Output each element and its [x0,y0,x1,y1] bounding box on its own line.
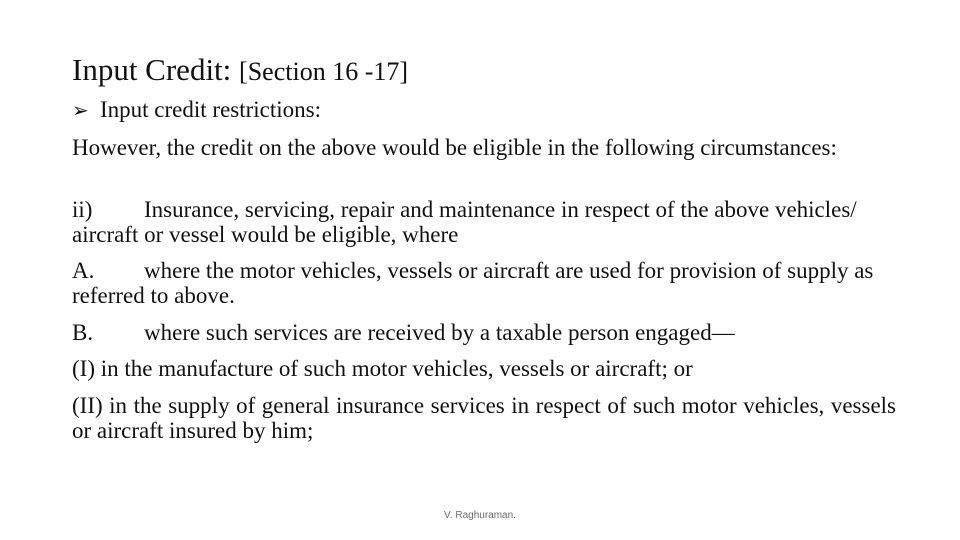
item-ii-text: Insurance, servicing, repair and maintenance in respect of the above vehicles/ aircraft or vessel would be eligible, where [72,197,857,247]
paragraph-eligibility: However, the credit on the above would be eligible in the following circumstances: [72,135,837,160]
item-a [72,258,896,308]
item-b-label: B. [72,320,94,345]
bullet-item [72,96,321,124]
item-ii [72,197,896,247]
title-main: Input Credit: [72,52,240,87]
item-b [72,320,896,345]
title-section: [Section 16 -17] [239,57,409,86]
item-b-text: where such services are received by a taxable person engaged— [144,320,735,345]
item-ii-label: ii) [72,197,93,222]
arrow-bullet-icon: ➢ [72,98,89,122]
bullet-text: Input credit restrictions: [100,97,321,122]
item-a-label: A. [72,258,95,283]
sub-item-ii: (II) in the supply of general insurance services in respect of such motor vehicles, vessels or aircraft insured by him; [72,393,896,443]
item-a-text: where the motor vehicles, vessels or aircraft are used for provision of supply as referred to above. [72,258,874,308]
slide-title [72,51,408,91]
footer-author: V. Raghuraman. [444,510,516,521]
sub-item-i: (I) in the manufacture of such motor vehicles, vessels or aircraft; or [72,356,693,381]
